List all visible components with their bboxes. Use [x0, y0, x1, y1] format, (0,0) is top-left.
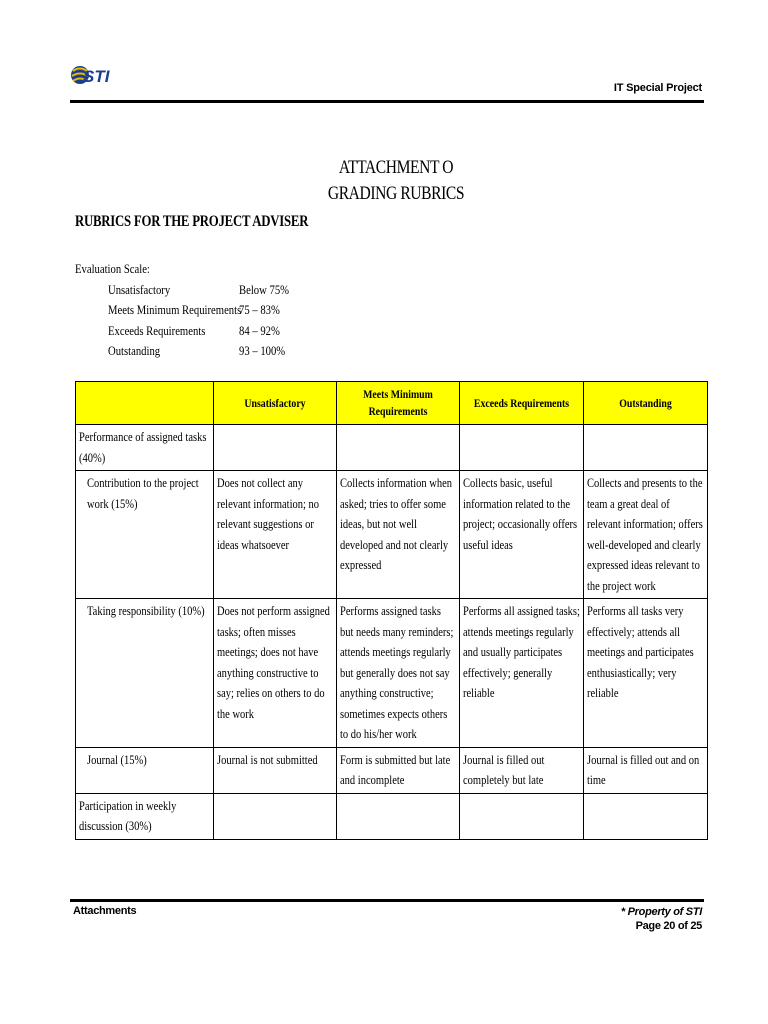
table-header-row: [76, 382, 708, 425]
footer-divider: [70, 899, 704, 902]
table-cell: [460, 793, 584, 839]
evaluation-scale: [75, 259, 290, 362]
scale-name: Exceeds Requirements: [108, 322, 206, 338]
table-cell: [337, 793, 460, 839]
scale-range: 75 – 83%: [239, 302, 280, 317]
scale-row: [75, 300, 280, 321]
table-cell: Performs all assigned tasks; attends meetings regularly and usually participates effectively; generally reliable: [460, 599, 584, 748]
table-header-cell: Outstanding: [584, 382, 708, 425]
scale-range: 93 – 100%: [239, 343, 286, 358]
scale-name: Outstanding: [108, 343, 161, 358]
footer-page-info: [621, 905, 702, 933]
attachment-title-line2: GRADING RUBRICS: [327, 183, 465, 204]
criterion-cell: Participation in weekly discussion (30%): [76, 793, 214, 839]
table-cell: [214, 793, 337, 839]
table-row: [76, 471, 708, 599]
table-header-cell: Exceeds Requirements: [460, 382, 584, 425]
sti-logo: [70, 60, 110, 90]
table-cell: Journal is filled out completely but late: [460, 747, 584, 793]
rubric-table: [75, 381, 708, 840]
criterion-cell: Performance of assigned tasks (40%): [76, 425, 214, 471]
table-header-cell: Unsatisfactory: [214, 382, 337, 425]
table-cell: [214, 425, 337, 471]
table-cell: Collects and presents to the team a great deal of relevant information; offers well-developed and clearly expressed ideas relevant to the project work: [584, 471, 708, 599]
table-header-cell: [76, 382, 214, 425]
table-cell: Does not collect any relevant information; no relevant suggestions or ideas whatsoever: [214, 471, 337, 599]
logo-text: STI: [83, 67, 110, 86]
table-cell: Collects basic, useful information related to the project; occasionally offers useful ideas: [460, 471, 584, 599]
table-cell: Collects information when asked; tries to offer some ideas, but not well developed and not clearly expressed: [337, 471, 460, 599]
scale-row: [75, 321, 280, 342]
table-cell: [584, 793, 708, 839]
footer-page-number: Page 20 of 25: [635, 920, 702, 932]
criterion-cell: Journal (15%): [76, 747, 214, 793]
scale-row: [75, 280, 290, 301]
table-cell: Journal is filled out and on time: [584, 747, 708, 793]
table-row: [76, 425, 708, 471]
table-cell: [460, 425, 584, 471]
table-row: [76, 747, 708, 793]
table-cell: [584, 425, 708, 471]
header-title: IT Special Project: [613, 82, 702, 94]
table-row: [76, 599, 708, 748]
section-subtitle: RUBRICS FOR THE PROJECT ADVISER: [75, 213, 309, 230]
scale-name: Meets Minimum Requirements: [108, 302, 242, 317]
header-divider: [70, 100, 704, 103]
criterion-cell: Taking responsibility (10%): [76, 599, 214, 748]
table-row: [76, 793, 708, 839]
footer-property: * Property of STI: [620, 906, 702, 918]
table-header-cell: Meets Minimum Requirements: [337, 382, 460, 425]
table-cell: Journal is not submitted: [214, 747, 337, 793]
criterion-cell: Contribution to the project work (15%): [76, 471, 214, 599]
scale-range: Below 75%: [239, 281, 290, 297]
table-cell: Performs assigned tasks but needs many reminders; attends meetings regularly but generally does not say anything constructive; sometimes expects others to do his/her work: [337, 599, 460, 748]
scale-row: [75, 341, 286, 362]
attachment-title: [71, 155, 701, 207]
table-cell: Form is submitted but late and incomplete: [337, 747, 460, 793]
table-cell: Performs all tasks very effectively; attends all meetings and participates enthusiastically; very reliable: [584, 599, 708, 748]
table-cell: Does not perform assigned tasks; often misses meetings; does not have anything constructive to say; relies on others to do the work: [214, 599, 337, 748]
table-cell: [337, 425, 460, 471]
footer-section-label: Attachments: [73, 905, 137, 917]
scale-name: Unsatisfactory: [108, 281, 171, 297]
evaluation-scale-label: Evaluation Scale:: [75, 261, 150, 276]
attachment-title-line1: ATTACHMENT O: [338, 157, 454, 178]
scale-range: 84 – 92%: [239, 322, 280, 338]
